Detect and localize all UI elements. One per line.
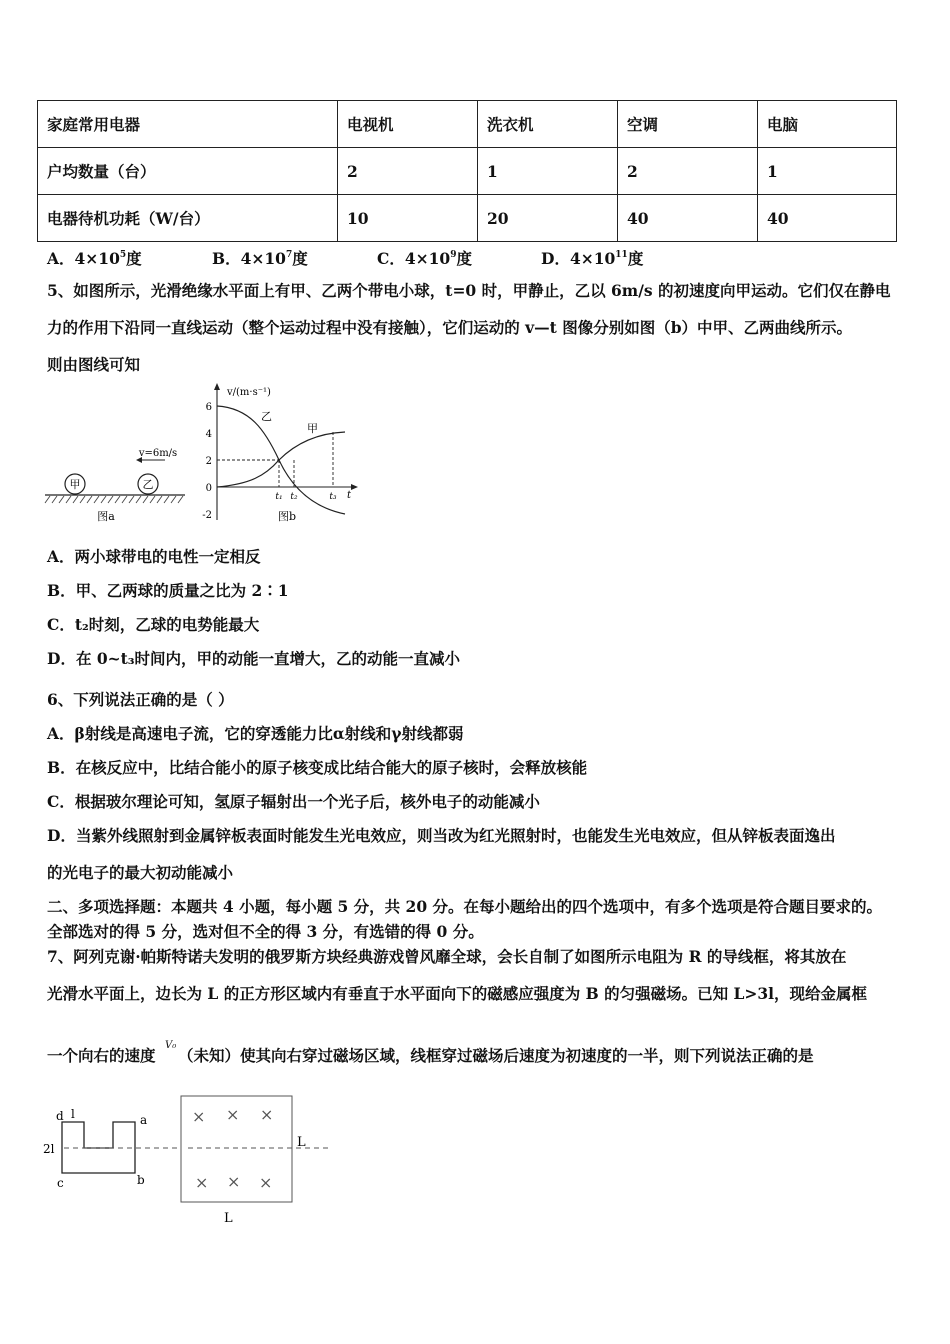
ball-yi-label: 乙: [142, 478, 154, 491]
curve-yi-label: 乙: [261, 410, 272, 423]
table-cell: 10: [338, 195, 478, 242]
y-tick-label: 4: [205, 429, 212, 440]
label-c: c: [57, 1176, 64, 1190]
table-header-cell: 电脑: [758, 101, 897, 148]
y-tick-label: -2: [202, 510, 212, 521]
x-axis-label: t: [347, 490, 352, 501]
section2-line1: 二、多项选择题：本题共 4 小题，每小题 5 分，共 20 分。在每小题给出的四个选项中，有多个选项是符合题目要求的。: [47, 897, 883, 916]
table-row: [38, 195, 897, 242]
q4-option-b: [212, 247, 308, 269]
table-cell: 户均数量（台）: [38, 148, 338, 195]
wire-frame: [62, 1122, 135, 1173]
q7-figure: [40, 1090, 350, 1230]
figure-a-caption: 图a: [97, 510, 115, 523]
option-unit: 度: [292, 249, 308, 268]
t1-label: t₁: [275, 492, 283, 502]
v0-symbol: V₀: [165, 1040, 177, 1051]
q5-option-d: D．在 0~t₃时间内，甲的动能一直增大，乙的动能一直减小: [47, 649, 461, 668]
t2-label: t₂: [290, 492, 298, 502]
curve-jia-label: 甲: [307, 422, 318, 435]
velocity-label: v=6m/s: [138, 448, 178, 459]
figure-b: [195, 380, 365, 528]
option-exponent: 11: [615, 250, 628, 260]
field-x-icon: ×: [226, 1105, 240, 1124]
figure-b-caption: 图b: [277, 510, 297, 523]
label-l: l: [71, 1107, 75, 1121]
table-cell: 2: [618, 148, 758, 195]
label-2l: 2l: [43, 1142, 55, 1156]
table-cell: 20: [478, 195, 618, 242]
q4-option-d: [541, 247, 643, 269]
table-header-cell: 家庭常用电器: [38, 101, 338, 148]
label-d: d: [56, 1109, 64, 1123]
q5-stem-line1: 5、如图所示，光滑绝缘水平面上有甲、乙两个带电小球，t=0 时，甲静止，乙以 6m/s 的初速度向甲运动。它们仅在静电: [47, 281, 891, 300]
option-text: D．4×10: [541, 249, 616, 268]
table-cell: 电器待机功耗（W/台）: [38, 195, 338, 242]
table-header-cell: 空调: [618, 101, 758, 148]
option-exponent: 7: [285, 250, 293, 260]
table-header-cell: 洗衣机: [478, 101, 618, 148]
section2-line2: 全部选对的得 5 分，选对但不全的得 3 分，有选错的得 0 分。: [47, 922, 484, 941]
y-tick-label: 0: [205, 483, 212, 494]
y-tick-label: 2: [205, 456, 212, 467]
q6-stem: 6、下列说法正确的是（ ）: [47, 690, 234, 709]
q5-stem-line3: 则由图线可知: [47, 355, 141, 374]
table-cell: 1: [758, 148, 897, 195]
q4-option-c: [377, 247, 472, 269]
q6-option-c: C．根据玻尔理论可知，氢原子辐射出一个光子后，核外电子的动能减小: [47, 792, 540, 811]
table-cell: 40: [618, 195, 758, 242]
option-text: B．4×10: [212, 249, 286, 268]
table-cell: 1: [478, 148, 618, 195]
table-row: [38, 148, 897, 195]
option-text: C．4×10: [377, 249, 451, 268]
q5-option-c: C．t₂时刻，乙球的电势能最大: [47, 615, 260, 634]
q7-stem-line2: 光滑水平面上，边长为 L 的正方形区域内有垂直于水平面向下的磁感应强度为 B 的匀强磁场。已知 L>3l，现给金属框: [47, 984, 868, 1003]
label-a: a: [140, 1113, 148, 1127]
y-tick-label: 6: [205, 402, 212, 413]
label-L-side: L: [297, 1135, 306, 1150]
q7-stem-line3b: （未知）使其向右穿过磁场区域，线框穿过磁场后速度为初速度的一半，则下列说法正确的是: [178, 1046, 814, 1065]
curve-jia: [217, 432, 345, 487]
field-x-icon: ×: [192, 1107, 206, 1126]
q7-stem-line1: 7、阿列克谢·帕斯特诺夫发明的俄罗斯方块经典游戏曾风靡全球，会长自制了如图所示电阻为 R 的导线框，将其放在: [47, 947, 847, 966]
option-unit: 度: [456, 249, 472, 268]
option-exponent: 5: [119, 250, 127, 260]
table-cell: 40: [758, 195, 897, 242]
appliance-table: [37, 100, 897, 242]
q6-option-d: D．当紫外线照射到金属锌板表面时能发生光电效应，则当改为红光照射时，也能发生光电效应，但从锌板表面逸出: [47, 826, 836, 845]
table-cell: 2: [338, 148, 478, 195]
field-x-icon: ×: [227, 1172, 241, 1191]
label-L-bottom: L: [224, 1211, 233, 1226]
q4-option-a: [47, 247, 142, 269]
option-exponent: 9: [450, 250, 457, 260]
table-header-cell: 电视机: [338, 101, 478, 148]
q7-stem-line3a: 一个向右的速度: [47, 1046, 156, 1065]
field-x-icon: ×: [260, 1105, 274, 1124]
ball-jia-label: 甲: [69, 478, 81, 491]
option-text: A．4×10: [47, 249, 120, 268]
option-unit: 度: [126, 249, 142, 268]
t3-label: t₃: [329, 492, 337, 502]
q6-option-a: A．β射线是高速电子流，它的穿透能力比α射线和γ射线都弱: [47, 724, 464, 743]
figure-a: [40, 440, 190, 530]
option-unit: 度: [627, 249, 644, 268]
field-x-icon: ×: [259, 1173, 273, 1192]
q6-option-d-cont: 的光电子的最大初动能减小: [47, 863, 234, 882]
q6-option-b: B．在核反应中，比结合能小的原子核变成比结合能大的原子核时，会释放核能: [47, 758, 588, 777]
y-axis-label: v/(m·s⁻¹): [227, 387, 271, 398]
q5-stem-line2: 力的作用下沿同一直线运动（整个运动过程中没有接触），它们运动的 v—t 图像分别如图（b）中甲、乙两曲线所示。: [47, 318, 853, 337]
field-x-icon: ×: [195, 1173, 209, 1192]
q5-option-b: B．甲、乙两球的质量之比为 2∶1: [47, 581, 289, 600]
label-b: b: [137, 1173, 145, 1187]
q5-option-a: A．两小球带电的电性一定相反: [47, 547, 261, 566]
